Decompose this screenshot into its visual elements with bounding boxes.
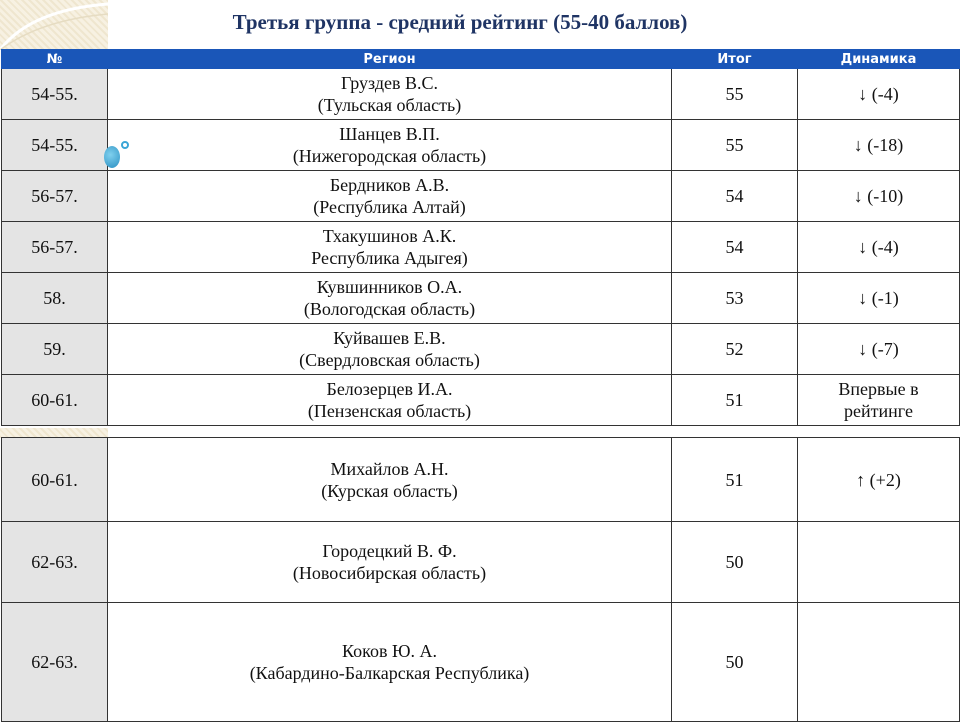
row-person [108,375,672,426]
row-dynamics: ↓ (-4) [798,69,960,120]
person-region: (Тульская область) [317,95,462,115]
row-person [108,603,672,722]
table-row [2,69,960,120]
header-region: Регион [108,50,672,69]
row-person [108,324,672,375]
person-name: Городецкий В. Ф. [322,541,457,561]
header-total: Итог [672,50,798,69]
row-total: 55 [672,120,798,171]
row-num: 54-55. [2,120,108,171]
person-region: (Вологодская область) [303,299,476,319]
row-person [108,171,672,222]
person-name: Белозерцев И.А. [326,379,453,399]
person-region: (Республика Алтай) [313,197,466,217]
row-person [108,522,672,603]
dynamics-line-1: Впервые в [838,379,919,399]
row-dynamics: ↓ (-1) [798,273,960,324]
row-person [108,222,672,273]
header-num: № [2,50,108,69]
row-dynamics: ↓ (-4) [798,222,960,273]
table-row [2,120,960,171]
row-dynamics: ↓ (-10) [798,171,960,222]
row-num: 62-63. [2,603,108,722]
table-row [2,522,960,603]
rating-table-bottom [1,437,960,722]
person-name: Груздев В.С. [341,73,438,93]
page-title: Третья группа - средний рейтинг (55-40 баллов) [232,10,688,34]
row-total: 50 [672,603,798,722]
bubble-decoration [104,146,120,168]
row-num: 56-57. [2,171,108,222]
header-dynamics: Динамика [798,50,960,69]
row-dynamics: ↑ (+2) [798,438,960,522]
table-row [2,273,960,324]
row-total: 54 [672,222,798,273]
row-person [108,273,672,324]
row-num: 60-61. [2,375,108,426]
row-total: 53 [672,273,798,324]
table-row [2,222,960,273]
person-name: Михайлов А.Н. [330,458,449,479]
row-num: 62-63. [2,522,108,603]
table-row [2,171,960,222]
person-name: Бердников А.В. [329,175,450,195]
row-num: 59. [2,324,108,375]
person-region: (Пензенская область) [307,401,472,421]
person-region: (Свердловская область) [299,350,480,370]
row-num: 60-61. [2,438,108,522]
person-name: Шанцев В.П. [339,124,440,144]
row-num: 56-57. [2,222,108,273]
row-total: 54 [672,171,798,222]
row-dynamics [798,603,960,722]
table-row [2,438,960,522]
table-header-row [2,50,960,69]
row-total: 50 [672,522,798,603]
row-person [108,120,672,171]
row-total: 52 [672,324,798,375]
row-total: 55 [672,69,798,120]
table-row [2,603,960,722]
person-name: Коков Ю. А. [342,641,437,661]
person-region: Республика Адыгея) [311,248,468,268]
row-num: 54-55. [2,69,108,120]
row-total: 51 [672,438,798,522]
row-dynamics: ↓ (-7) [798,324,960,375]
person-region: (Курская область) [321,480,458,501]
row-person [108,69,672,120]
row-dynamics [798,375,960,426]
table-row [2,375,960,426]
row-num: 58. [2,273,108,324]
person-region: (Кабардино-Балкарская Республика) [249,663,530,683]
person-name: Тхакушинов А.К. [322,226,457,246]
small-bubble-decoration [121,141,129,149]
row-dynamics [798,522,960,603]
person-name: Кувшинников О.А. [316,277,463,297]
person-region: (Нижегородская область) [292,146,487,166]
row-dynamics: ↓ (-18) [798,120,960,171]
slide-corner-curve [0,0,108,50]
rating-table-top [1,49,960,426]
dynamics-line-2: рейтинге [844,401,913,421]
person-region: (Новосибирская область) [292,563,487,583]
row-person [108,438,672,522]
row-total: 51 [672,375,798,426]
person-name: Куйвашев Е.В. [333,328,446,348]
table-row [2,324,960,375]
